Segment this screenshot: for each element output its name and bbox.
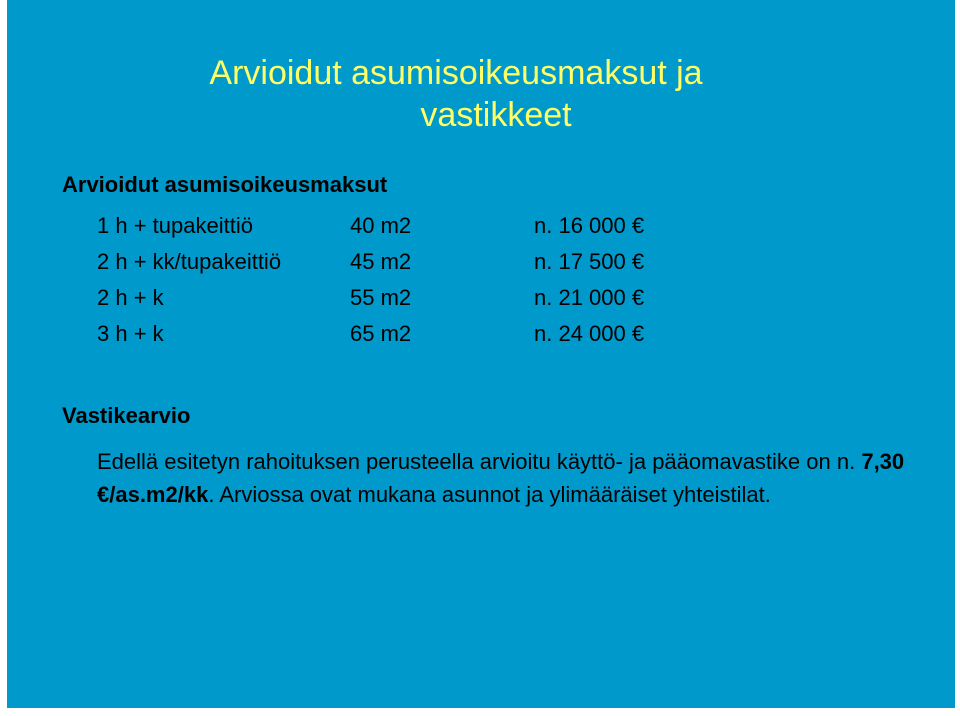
apartment-fee: n. 21 000 €: [534, 285, 645, 310]
apartment-type: 1 h + tupakeittiö: [97, 213, 253, 238]
paragraph-text-start: Edellä esitetyn rahoituksen perusteella arvioitu käyttö- ja pääomavastike on n.: [97, 449, 862, 474]
paragraph-text-end: . Arviossa ovat mukana asunnot ja ylimääräiset yhteistilat.: [208, 482, 771, 507]
apartment-area: 40 m2: [350, 213, 412, 238]
maintenance-value: 7,30 €/as.m2/kk: [97, 449, 905, 507]
apartment-type: 2 h + k: [97, 285, 164, 310]
apartment-fee: n. 24 000 €: [534, 321, 645, 346]
apartment-area: 55 m2: [350, 285, 412, 310]
apartment-type: 2 h + kk/tupakeittiö: [97, 249, 282, 274]
title-line-1: Arvioidut asumisoikeusmaksut ja: [209, 54, 703, 92]
apartment-type: 3 h + k: [97, 321, 164, 346]
section-heading-fees: Arvioidut asumisoikeusmaksut: [62, 172, 388, 197]
slide: [7, 0, 955, 708]
section-heading-maintenance: Vastikearvio: [62, 403, 191, 428]
apartment-area: 65 m2: [350, 321, 412, 346]
apartment-fee: n. 17 500 €: [534, 249, 645, 274]
maintenance-paragraph: [97, 445, 917, 511]
apartment-fee: n. 16 000 €: [534, 213, 645, 238]
slide-title: [7, 52, 955, 136]
apartment-area: 45 m2: [350, 249, 412, 274]
title-line-2: vastikkeet: [420, 96, 572, 134]
